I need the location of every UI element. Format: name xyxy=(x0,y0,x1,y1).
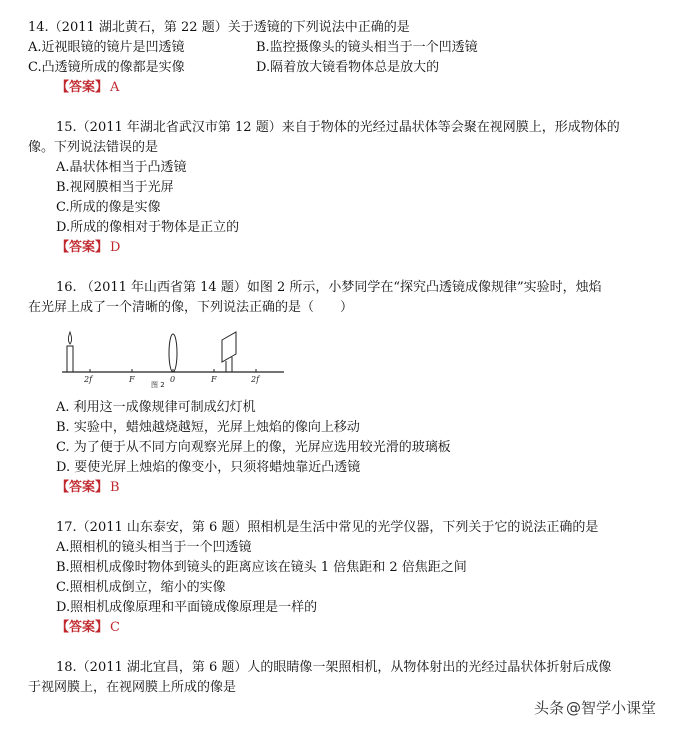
watermark xyxy=(534,697,656,718)
q16-option-d: D. 要使光屏上烛焰的像变小，只须将蜡烛靠近凸透镜 xyxy=(56,460,361,475)
light-screen-icon xyxy=(222,332,236,372)
q15-answer xyxy=(56,239,120,257)
answer-label: 【答案】 xyxy=(56,620,109,635)
q17-option-d: D.照相机成像原理和平面镜成像原理是一样的 xyxy=(56,600,318,615)
q14-option-b: B.监控摄像头的镜头相当于一个凹透镜 xyxy=(256,40,478,55)
answer-letter: B xyxy=(110,480,120,495)
q16-answer xyxy=(56,479,120,497)
answer-letter: A xyxy=(110,80,120,95)
q15-option-c: C.所成的像是实像 xyxy=(56,200,161,215)
q17-option-a: A.照相机的镜头相当于一个凹透镜 xyxy=(56,540,252,555)
q14-option-a: A.近视眼镜的镜片是凹透镜 xyxy=(28,40,185,55)
label-f-right: F xyxy=(211,375,217,384)
answer-label: 【答案】 xyxy=(56,80,109,95)
q14-option-c: C.凸透镜所成的像都是实像 xyxy=(28,60,185,75)
label-origin: 0 xyxy=(170,375,176,384)
q14-answer xyxy=(56,79,119,97)
convex-lens-icon xyxy=(169,334,177,372)
q14-stem: 14.（2011 湖北黄石，第 22 题）关于透镜的下列说法中正确的是 xyxy=(28,20,410,35)
optics-bench-figure xyxy=(60,330,286,388)
q15-stem-line1: 15.（2011 年湖北省武汉市第 12 题）来自于物体的光经过晶状体等会聚在视网膜上，形成物体的 xyxy=(56,120,620,135)
answer-letter: C xyxy=(110,620,120,635)
q15-stem-line2: 像。下列说法错误的是 xyxy=(28,140,159,155)
q16-option-b: B. 实验中，蜡烛越烧越短，光屏上烛焰的像向上移动 xyxy=(56,420,360,435)
q16-stem-line1: 16. （2011 年山西省第 14 题）如图 2 所示，小梦同学在“探究凸透镜成像规律”实验时，烛焰 xyxy=(56,280,602,295)
q15-option-d: D.所成的像相对于物体是正立的 xyxy=(56,220,240,235)
q15-option-b: B.视网膜相当于光屏 xyxy=(56,180,174,195)
answer-label: 【答案】 xyxy=(56,240,109,255)
watermark-handle: @智学小课堂 xyxy=(565,699,656,717)
q18-stem-line1: 18.（2011 湖北宜昌，第 6 题）人的眼睛像一架照相机，从物体射出的光经过晶状体折射后成像 xyxy=(56,660,612,675)
q17-answer xyxy=(56,619,120,637)
q16-option-a: A. 利用这一成像规律可制成幻灯机 xyxy=(56,400,256,415)
label-2f-right: 2f xyxy=(251,375,260,384)
figure-caption: 图 2 xyxy=(151,381,165,388)
q16-option-c: C. 为了便于从不同方向观察光屏上的像，光屏应选用较光滑的玻璃板 xyxy=(56,440,451,455)
candle-icon xyxy=(67,332,73,372)
answer-label: 【答案】 xyxy=(56,480,109,495)
q18-stem-line2: 于视网膜上，在视网膜上所成的像是 xyxy=(28,680,237,695)
label-2f-left: 2f xyxy=(84,375,93,384)
q17-option-b: B.照相机成像时物体到镜头的距离应该在镜头 1 倍焦距和 2 倍焦距之间 xyxy=(56,560,467,575)
label-f-left: F xyxy=(129,375,135,384)
q15-option-a: A.晶状体相当于凸透镜 xyxy=(56,160,187,175)
q16-stem-line2: 在光屏上成了一个清晰的像，下列说法正确的是（ ） xyxy=(28,300,354,315)
q17-stem: 17.（2011 山东泰安，第 6 题）照相机是生活中常见的光学仪器，下列关于它的说法正确的是 xyxy=(56,520,599,535)
q14-option-d: D.隔着放大镜看物体总是放大的 xyxy=(256,60,440,75)
watermark-prefix: 头条 xyxy=(533,699,564,717)
q17-option-c: C.照相机成倒立，缩小的实像 xyxy=(56,580,226,595)
answer-letter: D xyxy=(110,240,121,255)
